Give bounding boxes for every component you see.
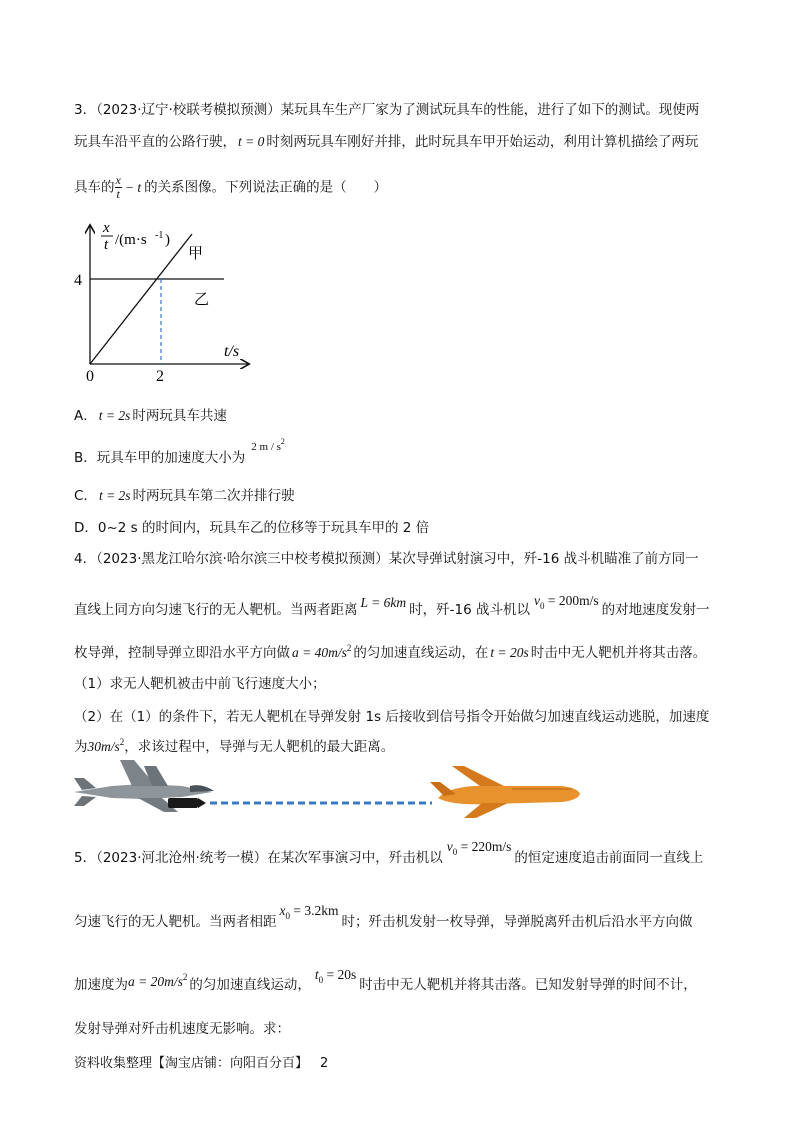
y-label-unit: /(m·s [115,232,147,248]
y-label-den: t [104,237,109,253]
q5-number: 5． [74,850,97,866]
missile-icon [168,798,206,808]
y-label-exp: -1 [155,230,164,241]
q3-source: （2023·辽宁·校联考模拟预测） [96,102,281,118]
q4-illustration [72,756,592,826]
footer-text: 资料收集整理【淘宝店铺：向阳百分百】 [74,1056,309,1071]
y-label-close: ) [165,232,170,248]
label-yi: 乙 [194,292,210,308]
q3-line2: 玩具车沿平直的公路行驶， t = 0 时刻两玩具车刚好并排，此时玩具车甲开始运动，利用计算机描绘了两玩 [74,134,699,150]
q3-line1: 3．（2023·辽宁·校联考模拟预测）某玩具车生产厂家为了测试玩具车的性能，进行了如下的测试。现使两 [74,102,700,118]
q4-sub2: （2）在（1）的条件下，若无人靶机在导弹发射 1s 后接收到信号指令开始做匀加速直线运动逃脱，加速度 [74,709,710,725]
x-tick-2: 2 [156,368,164,385]
q3-line3: 具车的 $\frac{x}{t}$ − t 的关系图像。下列说法正确的是（ ） [74,173,388,201]
q4-sub2-line2: 为$30m/s^2$，求该过程中，导弹与无人靶机的最大距离。 [74,737,395,755]
q5-source: （2023·河北沧州·统考一模） [96,850,268,866]
drone-target-icon [430,766,580,818]
y-tick-4: 4 [74,272,82,289]
origin-label: 0 [86,368,94,385]
x-axis-label: t/s [224,343,240,360]
page-number: 2 [320,1056,329,1071]
q4-source: （2023·黑龙江哈尔滨·哈尔滨三中校考模拟预测） [96,551,389,567]
q3-option-d[interactable]: D．0~2 s 的时间内，玩具车乙的位移等于玩具车甲的 2 倍 [74,520,430,536]
label-jia: 甲 [188,246,204,262]
q3-fraction: $\frac{x}{t}$ [115,173,121,201]
y-label-num: x [103,220,110,236]
q3-graph [76,218,266,388]
q5-line3: 加速度为$a = 20m/s^2$ 的匀加速直线运动，$t^0 = 20s$时击中无人靶机并将其击落。已知发射导弹的时间不计， [74,967,697,993]
q4-sub1: （1）求无人靶机被击中前飞行速度大小； [74,676,326,692]
q3-option-b[interactable]: B．玩具车甲的加速度大小为$^{2 m / s2}$ [74,437,285,466]
q4-line3: 枚导弹，控制导弹立即沿水平方向做 $a = 40m/s^2$ 的匀加速直线运动，在 t = 20s 时击中无人靶机并将其击落。 [74,643,707,661]
line-jia [90,234,192,364]
q4-line1: 4．（2023·黑龙江哈尔滨·哈尔滨三中校考模拟预测）某次导弹试射演习中，歼-16 战斗机瞄准了前方同一 [74,551,699,567]
q5-line2: 匀速飞行的无人靶机。当两者相距$x^0 = 3.2km$时；歼击机发射一枚导弹，导弹脱离歼击机后沿水平方向做 [74,903,693,930]
q3-number: 3． [74,102,97,118]
q4-number: 4． [74,551,97,567]
q5-line4: 发射导弹对歼击机速度无影响。求： [74,1021,290,1037]
q4-line2: 直线上同方向匀速飞行的无人靶机。当两者距离 L = 6km 时，歼-16 战斗机以$v^0 = 200m/s$的对地速度发射一 [74,593,710,618]
page-footer [74,1052,328,1071]
q3-option-c[interactable]: C． t = 2s 时两玩具车第二次并排行驶 [74,488,295,504]
q3-option-a[interactable]: A． t = 2s 时两玩具车共速 [74,408,227,424]
q5-line1: 5．（2023·河北沧州·统考一模）在某次军事演习中，歼击机以$v^0 = 220m/s$的恒定速度追击前面同一直线上 [74,839,704,866]
